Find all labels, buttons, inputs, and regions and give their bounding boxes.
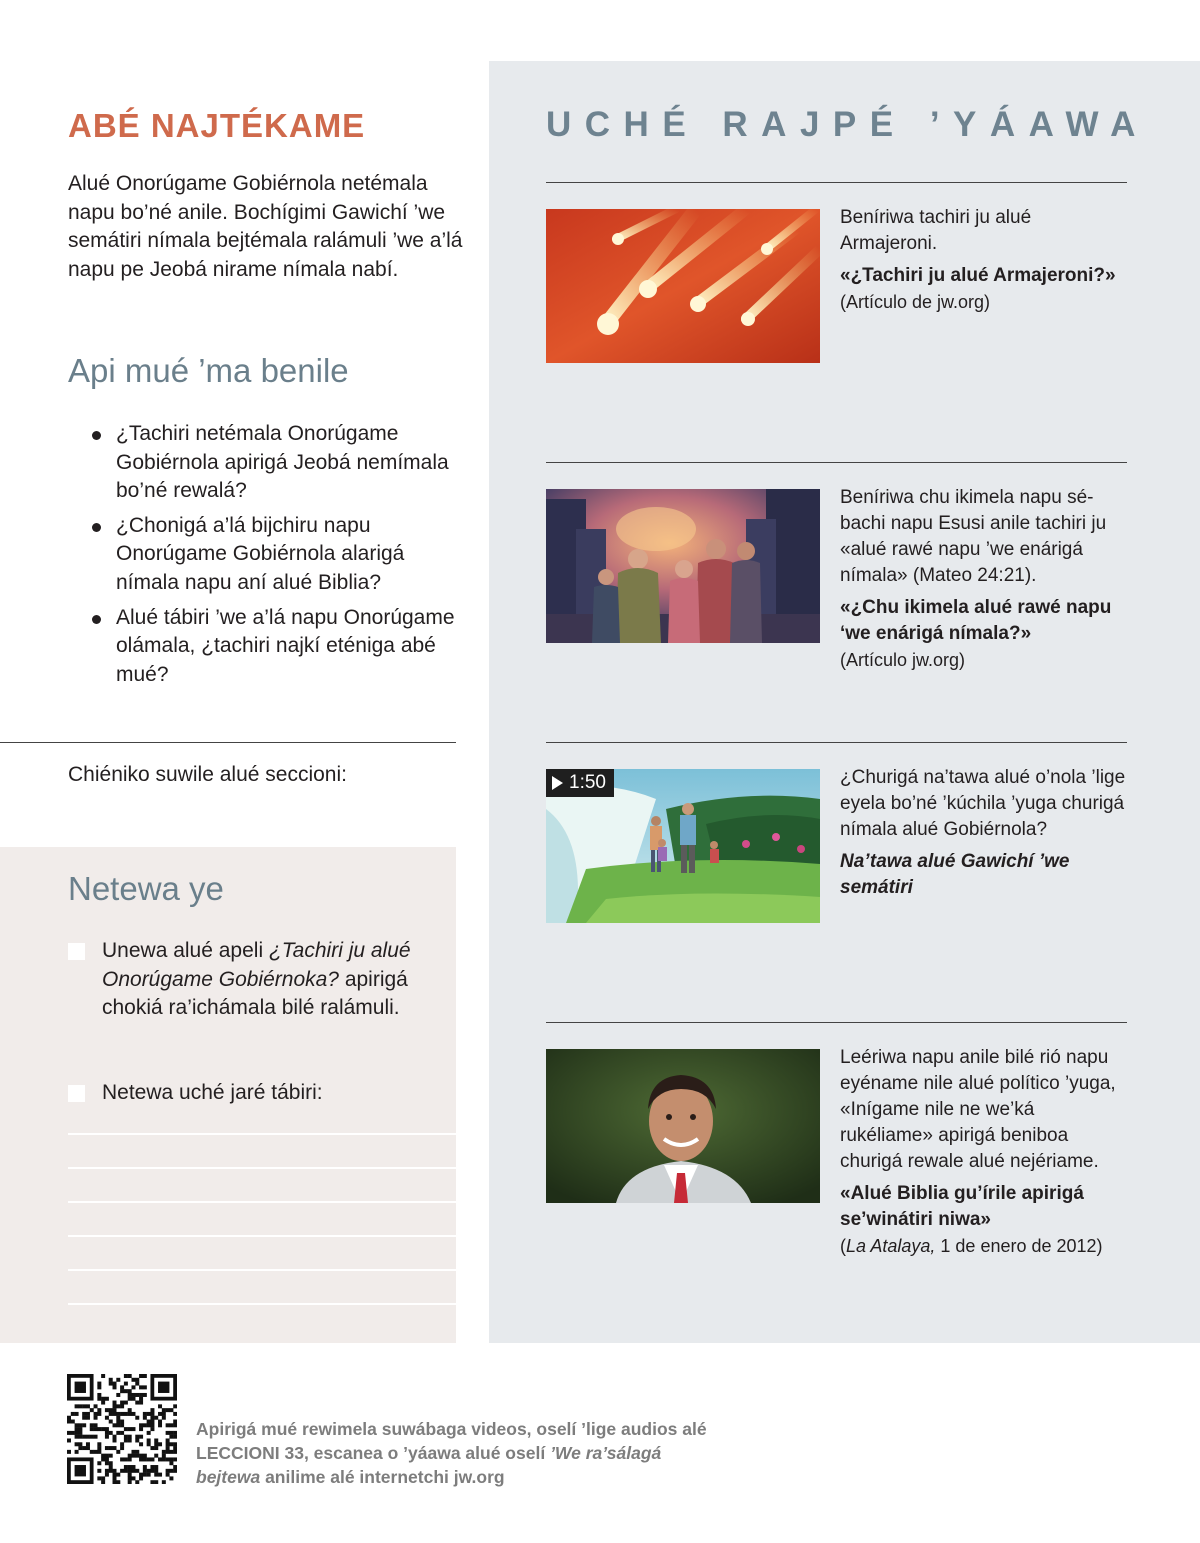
play-icon [552,776,563,790]
further-reading-title: UCHÉ RAJPÉ ’YÁAWA [546,105,1149,144]
question-item: ¿Tachiri netémala Onorúgame Gobiérnola apirigá Jeobá nemímala bo’né rewalá? [92,420,462,506]
question-item: ¿Chonigá a’lá bijchiru napu Onorúgame Gobiérnola alarigá nímala napu aní alué Biblia? [92,512,462,598]
divider [546,742,1127,743]
reading-entry: ¿Churigá na’tawa alué o’nola ’lige eyela bo’né ’kúchila ’yuga churigá nímala alué Gobiérnola? Na’tawa alué Gawichí ’we semátiri [840,765,1130,901]
divider [546,182,1127,183]
kicker-heading: ABÉ NAJTÉKAME [68,107,366,144]
review-date-label: Chiéniko suwile alué seccioni: [68,763,347,786]
video-link[interactable]: Na’tawa alué Gawichí ’we semátiri [840,851,1070,898]
task-checkbox[interactable] [68,943,85,960]
task-checkbox[interactable] [68,1085,85,1102]
reading-entry: Leériwa napu anile bilé rió napu eyéname nile alué político ’yuga, «Inígame nile ne we’ká rukéliame» apirigá beniboa churigá rewale alué nejériame. «Alué Biblia gu’írile apirigá se’winátiri niwa» (La Atalaya, 1 de enero de 2012) [840,1045,1130,1259]
divider [0,742,456,743]
task-text: Netewa uché jaré tábiri: [102,1081,323,1104]
portrait-image[interactable] [546,1049,820,1203]
writing-line[interactable] [68,1167,456,1169]
reading-entry: Beníriwa chu ikimela napu sébachi napu Esusi anile tachiri ju «alué rawé napu ’we enárigá nímala» (Mateo 24:21). «¿Chu ikimela alué rawé napu ‘we enárigá nímala?» (Artículo jw.org) [840,485,1130,673]
qr-code[interactable] [67,1374,177,1484]
goals-heading: Netewa ye [68,870,224,907]
reading-entry: Beníriwa tachiri ju alué Armajeroni. «¿Tachiri ju alué Armajeroni?» (Artículo de jw.org) [840,205,1130,315]
footer-note: Apirigá mué rewimela suwábaga videos, oselí ’lige audios alé LECCIONI 33, escanea o ’yáawa alué oselí ’We ra’sálagá bejtewa anilime alé internetchi jw.org [196,1419,707,1487]
writing-line[interactable] [68,1201,456,1203]
family-image[interactable] [546,489,820,643]
divider [546,462,1127,463]
article-link[interactable]: «¿Chu ikimela alué rawé napu ‘we enárigá nímala?» [840,597,1112,644]
writing-line[interactable] [68,1133,456,1135]
writing-line[interactable] [68,1303,456,1305]
writing-line[interactable] [68,1269,456,1271]
video-duration-badge: 1:50 [546,769,614,797]
review-questions [92,420,462,695]
article-link[interactable]: «Alué Biblia gu’írile apirigá se’winátiri niwa» [840,1183,1084,1230]
review-heading: Api mué ’ma benile [68,352,349,389]
task-text: Unewa alué apeli ¿Tachiri ju alué Onorúgame Gobiérnoka? apirigá chokiá ra’ichámala bilé ralámuli. [102,939,411,1020]
article-link[interactable]: «¿Tachiri ju alué Armajeroni?» [840,265,1116,286]
divider [546,1022,1127,1023]
question-item: Alué tábiri ’we a’lá napu Onorúgame olámala, ¿tachiri najkí eténiga abé mué? [92,604,462,690]
video-thumbnail[interactable] [546,769,820,923]
meteor-image[interactable] [546,209,820,363]
writing-line[interactable] [68,1235,456,1237]
summary-paragraph: Alué Onorúgame Gobiérnola netémala napu bo’né anile. Bochígimi Gawichí ’we semátiri nímala bejtémala ralámuli ’we a’lá napu pe Jeobá nirame nímala nabí. [68,172,463,281]
